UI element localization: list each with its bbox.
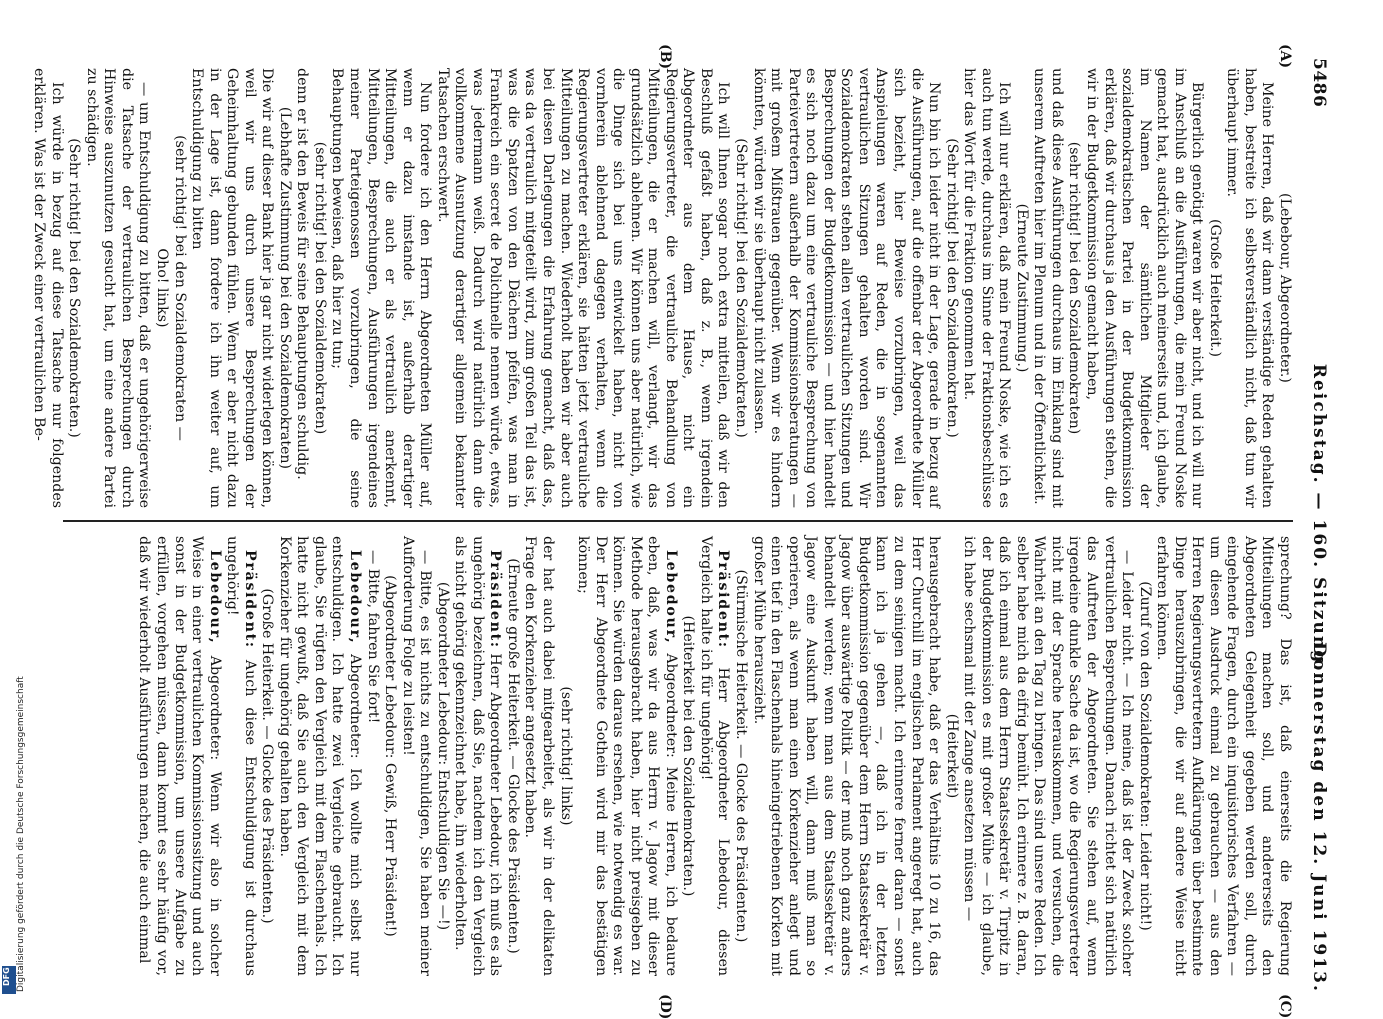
margin-marker-d: (D): [657, 994, 673, 1019]
stage-direction: (Zuruf von den Sozialdemokraten: Leider nicht!): [1136, 581, 1153, 931]
speech-text: Abgeordneter: Ich wollte mich selbst nur entschuldigen. Ich hatte zwei Vergleiche gebraucht. Ich glaube, Sie rügten den Vergleich mit dem Flaschenhals. Ich hatte nicht gewußt, daß Sie auch den Vergleich mit dem Korkenzieher für ungehörig gehalten haben.: [276, 536, 364, 976]
margin-marker-b: (B): [657, 44, 673, 70]
paragraph: — Leider nicht. — Ich meine, daß ist der Zweck solcher vertraulichen Besprechungen. Danach richtet sich natürlich das Auftreten der Abgeordneten. Sie stehen auf, wenn irgendeine dunkle Sache da ist, wo die Regierungsvertreter nicht mit der Sprache herauskommen, und versuchen, die Wahrheit an den Tag zu bringen. Das sind unsere Reden. Ich selber habe mich da eifrig bemüht. Ich erinnere z. B. daran, daß ich einmal aus dem Herrn Staatssekretär v. Tirpitz in der Budgetkommission es mit großer Mühe — ich glaube, ich habe sechsmal mit der Zange ansetzen müssen —: [961, 536, 1136, 976]
paragraph: Meine Herren, daß wir dann verständige Reden gehalten haben, bestreite ich selbstverständlich nicht, daß tun wir überhaupt immer.: [1224, 68, 1276, 508]
stage-direction: (sehr richtig! bei den Sozialdemokraten): [311, 141, 328, 435]
stage-direction: (sehr richtig! bei den Sozialdemokraten): [1066, 141, 1083, 435]
stage-direction: (Abgeordneter Lebedour: Entschuldigen Sie —!): [434, 581, 451, 931]
dfg-logo: DFG: [2, 966, 16, 994]
speaker-name: Präsident:: [241, 550, 258, 649]
paragraph: [223, 536, 258, 976]
speaker-name: Lebedour,: [662, 550, 679, 645]
column-divider: [63, 520, 1293, 522]
digitization-sidebar: [0, 0, 26, 1000]
paragraph: Ich würde in bezug auf diese Tatsache nur folgendes erklären. Was ist der Zweck einer vertraulichen Be-: [31, 68, 65, 508]
stage-direction: (Sehr richtig! bei den Sozialdemokraten.): [943, 138, 960, 438]
stage-direction: (Heiterkeit bei den Sozialdemokraten.): [680, 615, 697, 897]
paragraph: [574, 536, 679, 976]
stage-direction: (Erneute große Heiterkeit. — Glocke des Präsidenten.): [504, 558, 521, 954]
stage-direction: (Erneute Zustimmung.): [1013, 203, 1030, 373]
stage-direction: (Sehr richtig! bei den Sozialdemokraten.): [66, 138, 83, 438]
speech-text: Abgeordneter: Wenn wir also in solcher Weise in einer vertraulichen Kommissionssitzung und auch sonst in der Budgetkommission, um unsere Aufgabe zu erfüllen, vorgehen müssen, dann kommt es sehr häufig vor, daß wir wiederholt Ausführungen machen, die auch einmal: [136, 536, 223, 976]
session-title: Reichstag. — 160. Sitzung.: [1309, 363, 1329, 673]
paragraph: und daß diese Ausführungen durchaus im Einklang sind mit unserem Auftreten hier im Plenum und in der Öffentlichkeit.: [1031, 68, 1065, 508]
session-date: Donnerstag den 12. Juni 1913.: [1309, 642, 1329, 993]
stage-direction: (sehr richtig! links): [557, 686, 574, 826]
stage-direction: Oho! links): [154, 248, 170, 328]
speaker-name: Präsident:: [487, 550, 504, 649]
speech-text: Herr Abgeordneter Lebedour, diesen Vergleich halte ich für ungehörig!: [697, 536, 732, 976]
paragraph: — Bitte, es ist nichts zu entschuldigen, Sie haben meiner Aufforderung Folge zu leisten!: [399, 536, 434, 976]
stage-direction: (Abgeordneter Lebedour: Gewiß, Herr Präsident!): [382, 575, 399, 937]
speech-text: Herr Abgeordneter Lebedour, ich muß es als ungehörig bezeichnen, daß Sie, nachdem ich den Vergleich als nicht gehörig gekennzeichnet habe, ihn wiederholten.: [452, 536, 504, 976]
paragraph: Nun bin ich leider nicht in der Lage, gerade in bezug auf die Ausführungen, auf die offenbar der Abgeordnete Müller sich bezieht, hier Beweise vorzubringen, weil das Anspielungen waren auf Reden, die in sogenannten vertraulichen Sitzungen gehalten worden sind. Wir Sozialdemokraten stehen allen vertraulichen Sitzungen und Besprechungen der Budgetkommission — und hier handelt es sich noch dazu um eine vertrauliche Besprechung von Parteivertretern außerhalb der Kommissionsberatungen — mit großem Mißtrauen gegenüber. Wenn wir es hindern könnten, würden wir sie überhaupt nicht zulassen.: [750, 68, 943, 508]
paragraph: [275, 536, 363, 976]
paragraph: Die wir auf dieser Bank hier ja gar nicht widerlegen können, weil wir uns durch unsere Besprechungen der Geheimhaltung gebunden fühlen. Wenn er aber nicht dazu in der Lage ist, dann fordere ich ihn weiter auf, um Entschuldigung zu bitten: [189, 68, 276, 508]
paragraph: sprechung? Das ist, daß einerseits die Regierung Mitteilungen machen soll, und andererseits den Abgeordneten Gelegenheit gegeben werden soll, durch eingehende Fragen, durch ein inquisitorisches Verfahren — um diesen Ausdruck einmal zu gebrauchen — aus den Herren Regierungsvertretern Aufklärungen über bestimmte Dinge herauszubringen, die wir auf andere Weise nicht erfahren können.: [1154, 536, 1293, 976]
digitization-notice: Digitalisierung gefördert durch die Deutsche Forschungsgemeinschaft: [16, 676, 26, 992]
stage-direction: (Stürmische Heiterkeit. — Glocke des Präsidenten.): [733, 569, 750, 943]
speaker-name: Präsident:: [715, 550, 732, 649]
speaker-name: Lebedour,: [347, 550, 364, 645]
paragraph: [696, 536, 731, 976]
stage-direction: (Heiterkeit): [943, 713, 960, 799]
stage-direction: (Große Heiterkeit.): [1206, 218, 1223, 358]
paragraph: [135, 536, 223, 976]
speech-text: Auch diese Entschuldigung ist durchaus ungehörig!: [224, 536, 258, 976]
paragraph: Ich will Ihnen sogar noch extra mitteilen, daß wir den Beschluß gefaßt haben, daß z. B., wenn irgendein Abgeordneter aus dem Hause, nicht ein Regierungsvertreter, die vertrauliche Behandlung von Mitteilungen, die er machen will, verlangt, wir das grundsätzlich ablehnen. Wir können uns aber natürlich, wie die Dinge sich bei uns entwickelt haben, nicht von vornherein ablehnend dagegen verhalten, wenn die Regierungsvertreter erklären, sie hätten jetzt vertrauliche Mitteilungen zu machen. Wiederholt haben wir aber auch bei diesen Darlegungen die Erfahrung gemacht, daß das, was da vertraulich mitgeteilt wird, zum großen Teil das ist, was die Spatzen von den Dächern pfeifen, was man in Frankreich ein secret de Polichinelle nennen würde, etwas, was jedermann weiß. Dadurch wird natürlich dann die vollkommene Ausnutzung derartiger allgemein bekannter Tatsachen erschwert.: [434, 68, 732, 508]
stage-direction: (Sehr richtig! bei den Sozialdemokraten.): [733, 138, 750, 438]
paragraph: denn er ist den Beweis für seine Behauptungen schuldig.: [294, 68, 311, 480]
paragraph: [451, 536, 504, 976]
right-text-column: [53, 536, 1293, 976]
paragraph: — Bitte, fahren Sie fort!: [364, 550, 381, 724]
paragraph: Ich will nur erklären, daß mein Freund Noske, wie ich es auch tun werde, durchaus im Sinne der Fraktionsbeschlüsse hier das Wort für die Fraktion genommen hat.: [961, 68, 1013, 508]
margin-marker-a: (A): [1277, 44, 1293, 69]
paragraph: der hat auch dabei mitgearbeitet, als wir in der delikaten Frage den Korkenzieher angesetzt haben.: [522, 536, 557, 976]
speech-text: Abgeordneter: Meine Herren, ich bedaure eben, daß, was wir da aus Herrn v. Jagow mit dieser Methode herausgebracht haben, hier nicht preisgeben zu können. Sie würden daraus ersehen, wie notwendig es war. Der Herr Abgeordnete Gothein wird mir das bestätigen können;: [575, 536, 679, 976]
left-text-column: [31, 68, 1293, 508]
page-header: [1303, 58, 1333, 993]
paragraph: herausgebracht habe, daß er das Verhältnis 10 zu 16, das Herr Churchill im englischen Parlament angeregt hat, auch zu dem seinigen macht. Ich erinnere ferner daran — sonst kann ich ja gehen —, daß ich in der letzten Budgetkommission gegenüber dem Herrn Staatssekretär v. Jagow über auswärtige Politik — der muß noch ganz anders behandelt werden; wenn man aus dem Staatssekretär v. Jagow eine Auskunft haben will, dann muß man so operieren, als wenn man einen Korkenzieher anlegt und einen tief in den Flaschenhals hineingetriebenen Korken mit großer Mühe herauszieht.: [750, 536, 943, 976]
paragraph: Nun fordere ich den Herrn Abgeordneten Müller auf, wenn er dazu imstande ist, außerhalb derartiger Mitteilungen, die auch er als vertraulich anerkennt, Mitteilungen, Besprechungen, Ausführungen irgendeines meiner Parteigenossen vorzubringen, die seine Behauptungen beweisen, daß hier zu tun;: [329, 68, 434, 508]
stage-direction: (sehr richtig! bei den Sozialdemokraten —: [171, 135, 188, 441]
margin-marker-c: (C): [1277, 994, 1293, 1019]
speaker-line: (Lebebour, Abgeordneter.): [1277, 193, 1293, 383]
stage-direction: (Große Heiterkeit. — Glocke des Präsidenten.): [259, 588, 276, 924]
scanned-page: [31, 44, 1333, 1019]
paragraph: Bürgerlich genötigt waren wir aber nicht, und ich will nur im Anschluß an die Ausführungen, die mein Freund Noske gemacht hat, ausdrücklich auch meinerseits und, ich glaube, im Namen der sämtlichen Mitglieder der sozialdemokratischen Partei in der Budgetkommission erklären, daß wir durchaus ja den Ausführungen stehen, die wir in der Budgetkommission gemacht haben,: [1083, 68, 1206, 508]
paragraph: — um Entschuldigung zu bitten, daß er ungehörigerweise die Tatsache der vertraulichen Besprechungen durch Hinweise auszunutzen gesucht hat, um eine andere Partei zu schädigen.: [83, 68, 153, 508]
stage-direction: (Lebhafte Zustimmung bei den Sozialdemokraten): [276, 106, 293, 470]
speaker-name: Lebedour,: [206, 550, 223, 645]
page-number: 5486: [1309, 58, 1329, 108]
